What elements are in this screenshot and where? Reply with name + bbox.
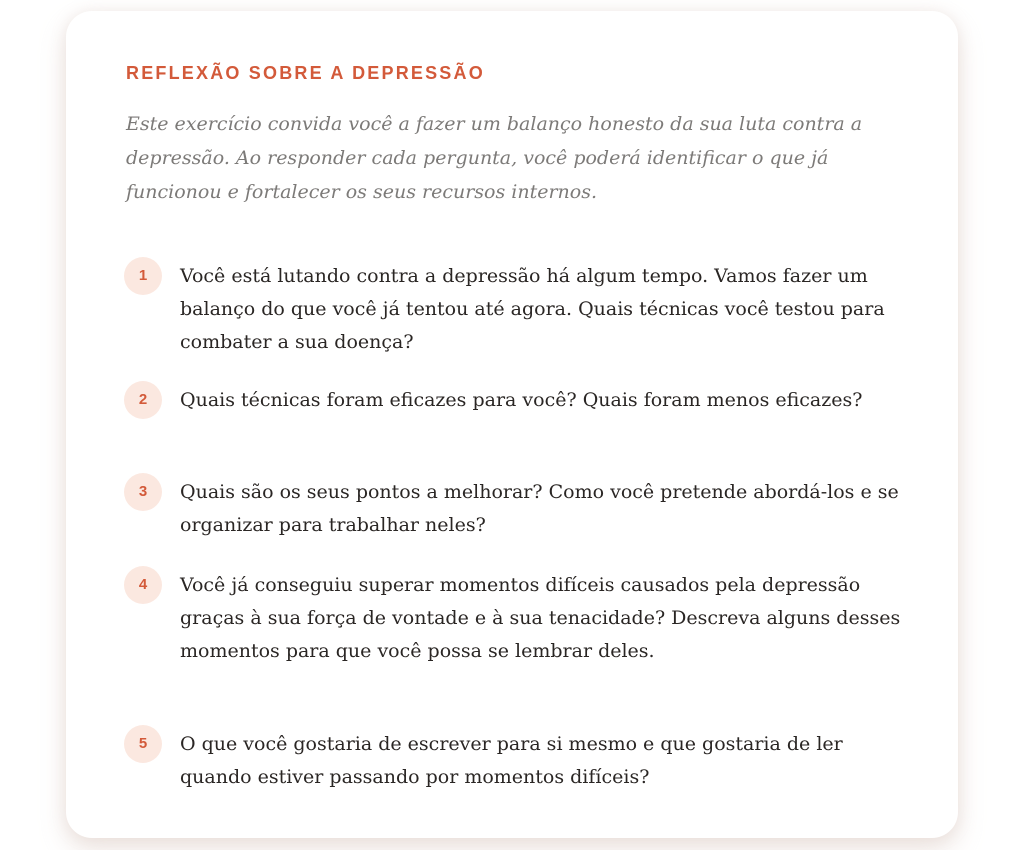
question-text: O que você gostaria de escrever para si mesmo e que gostaria de ler quando estiver passando por momentos difíceis? <box>180 733 843 788</box>
question-item <box>124 257 914 353</box>
question-text: Quais são os seus pontos a melhorar? Como você pretende abordá-los e se organizar para trabalhar neles? <box>180 481 899 536</box>
question-number-badge: 3 <box>124 473 162 511</box>
question-text: Você já conseguiu superar momentos difíceis causados pela depressão graças à sua força de vontade e à sua tenacidade? Descreva alguns desses momentos para que você possa se lembrar deles. <box>180 574 901 662</box>
question-item <box>124 381 914 411</box>
question-text: Você está lutando contra a depressão há algum tempo. Vamos fazer um balanço do que você já tentou até agora. Quais técnicas você testou para combater a sua doença? <box>180 265 885 353</box>
card-kicker: REFLEXÃO SOBRE A DEPRESSÃO <box>126 63 485 83</box>
card-intro: Este exercício convida você a fazer um balanço honesto da sua luta contra a depressão. Ao responder cada pergunta, você poderá identificar o que já funcionou e fortalecer os seus recursos internos. <box>126 113 863 203</box>
question-number-badge: 4 <box>124 566 162 604</box>
question-number-badge: 2 <box>124 381 162 419</box>
question-text: Quais técnicas foram eficazes para você? Quais foram menos eficazes? <box>180 389 863 411</box>
question-item <box>124 725 914 788</box>
reflection-card <box>66 11 958 838</box>
question-item <box>124 473 914 536</box>
question-item <box>124 566 914 662</box>
question-number-badge: 5 <box>124 725 162 763</box>
question-number-badge: 1 <box>124 257 162 295</box>
